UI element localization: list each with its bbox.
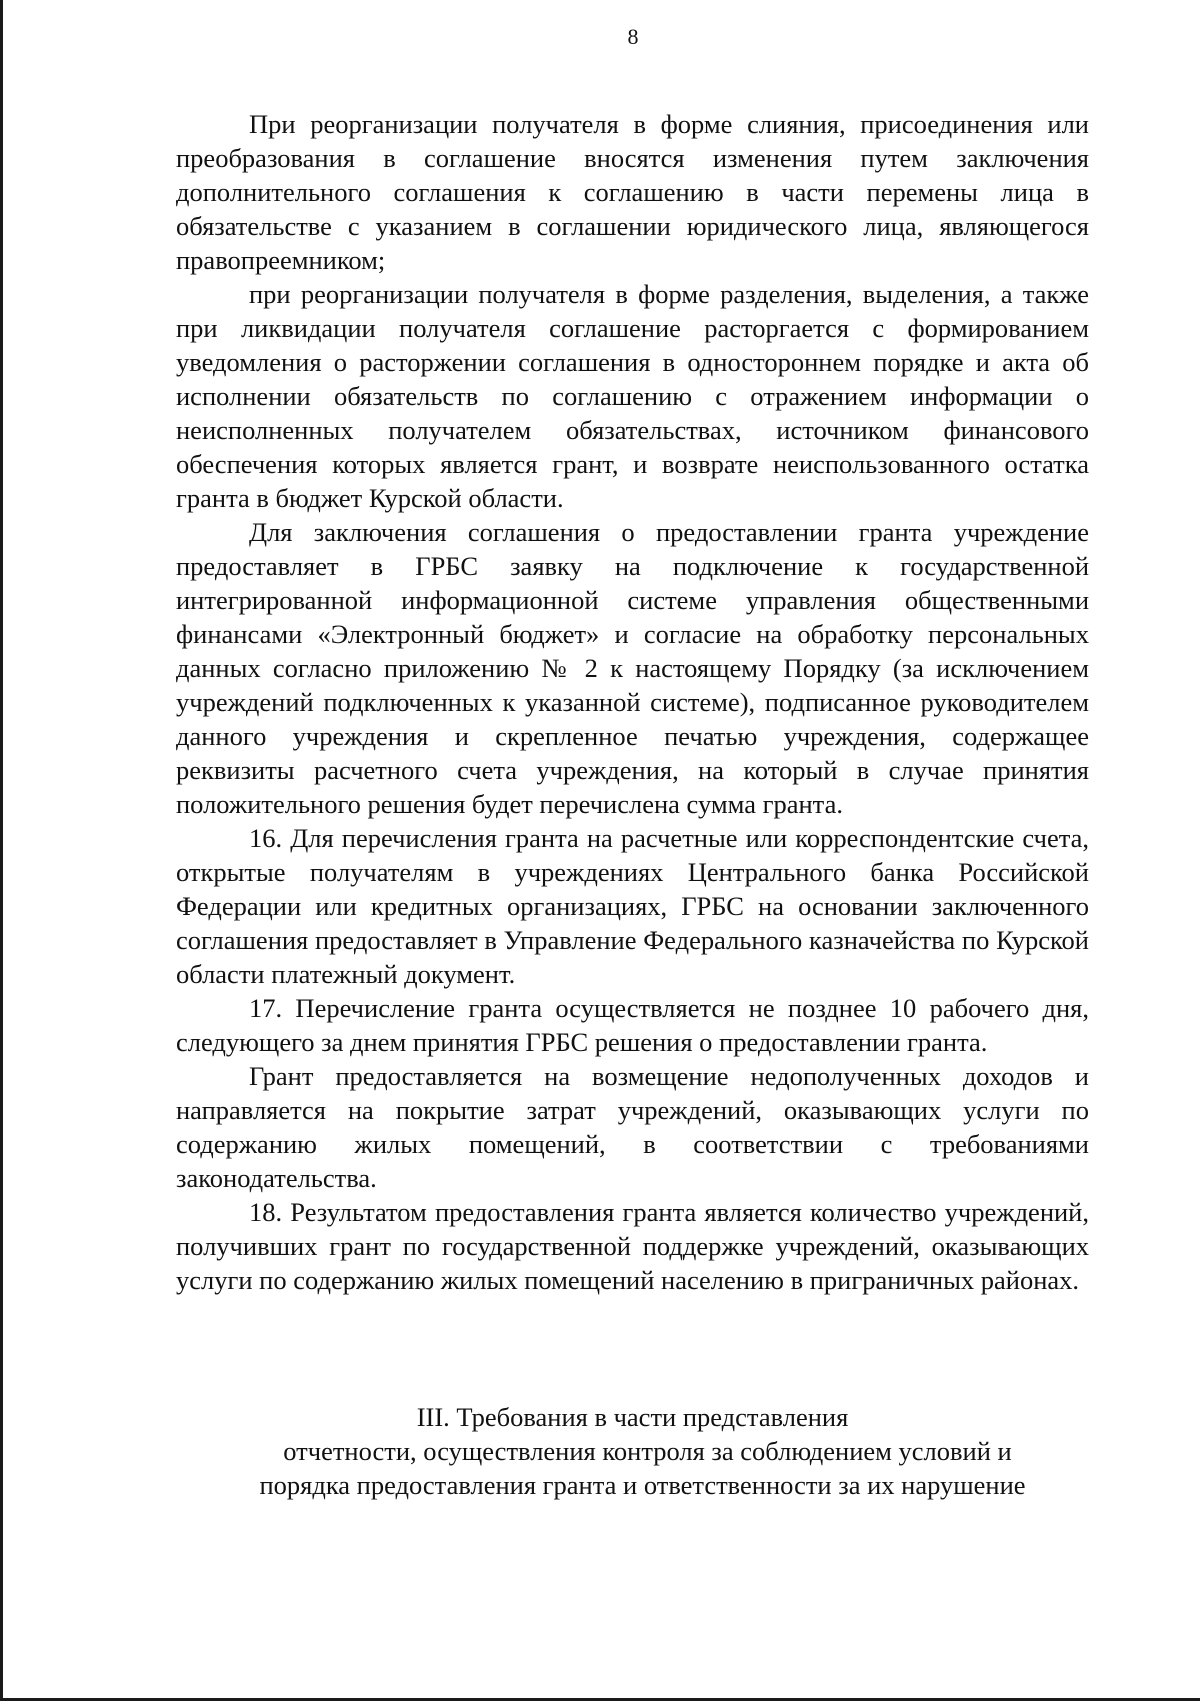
section-heading <box>176 1400 1089 1502</box>
paragraph-reorganization-merger: При реорганизации получателя в форме слияния, присоединения или преобразования в соглашение вносятся изменения путем заключения дополнительного соглашения к соглашению в части перемены лица в обязательстве с указанием в соглашении юридического лица, являющегося правопреемником; <box>176 109 1089 275</box>
paragraph-agreement-application: Для заключения соглашения о предоставлении гранта учреждение предоставляет в ГРБС заявку на подключение к государственной интегрированной информационной системе управления общественными финансами «Электронный бюджет» и согласие на обработку персональных данных согласно приложению № 2 к настоящему Порядку (за исключением учреждений подключенных к указанной системе), подписанное руководителем данного учреждения и скрепленное печатью учреждения, содержащее реквизиты расчетного счета учреждения, на который в случае принятия положительного решения будет перечислена сумма гранта. <box>176 517 1089 819</box>
paragraph-grant-purpose: Грант предоставляется на возмещение недополученных доходов и направляется на покрытие затрат учреждений, оказывающих услуги по содержанию жилых помещений, в соответствии с требованиями законодательства. <box>176 1061 1089 1193</box>
paragraph-item-17: 17. Перечисление гранта осуществляется не позднее 10 рабочего дня, следующего за днем принятия ГРБС решения о предоставлении гранта. <box>176 993 1089 1057</box>
paragraph-reorganization-division: при реорганизации получателя в форме разделения, выделения, а также при ликвидации получателя соглашение расторгается с формированием уведомления о расторжении соглашения в одностороннем порядке и акта об исполнении обязательств по соглашению с отражением информации о неисполненных получателем обязательствах, источником финансового обеспечения которых является грант, и возврате неиспользованного остатка гранта в бюджет Курской области. <box>176 279 1089 513</box>
paragraph-item-16: 16. Для перечисления гранта на расчетные или корреспондентские счета, открытые получателям в учреждениях Центрального банка Российской Федерации или кредитных организациях, ГРБС на основании заключенного соглашения предоставляет в Управление Федерального казначейства по Курской области платежный документ. <box>176 823 1089 989</box>
section-heading-line-2: отчетности, осуществления контроля за соблюдением условий и <box>283 1436 1012 1466</box>
paragraph-item-18: 18. Результатом предоставления гранта является количество учреждений, получивших грант по государственной поддержке учреждений, оказывающих услуги по содержанию жилых помещений населению в приграничных районах. <box>176 1197 1089 1295</box>
document-body <box>176 107 1089 1297</box>
section-heading-line-3: порядка предоставления гранта и ответственности за их нарушение <box>259 1470 1026 1500</box>
section-heading-line-1: III. Требования в части представления <box>416 1402 849 1432</box>
page-number: 8 <box>627 24 639 49</box>
